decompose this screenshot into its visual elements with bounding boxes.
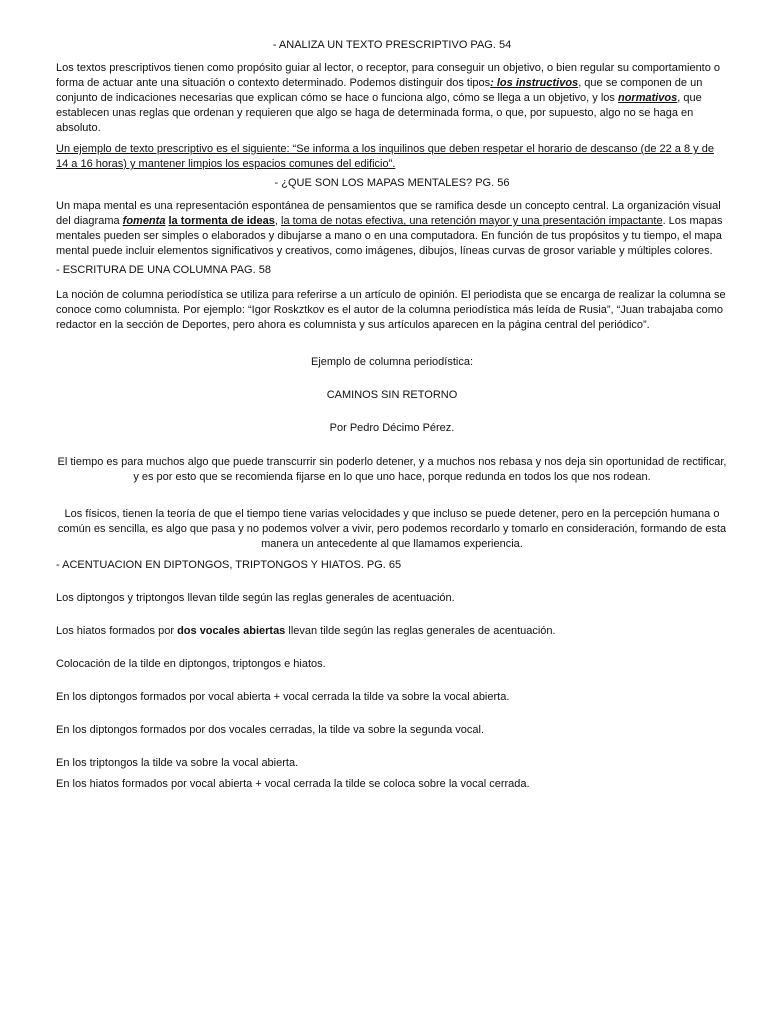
term-fomenta: fomenta bbox=[122, 215, 166, 227]
term-instructivos: : los instructivos bbox=[490, 77, 579, 89]
text-run: Un mapa mental es una representación espontánea de pensamientos que se ramifica desde un concepto central. La organización visual del diagrama bbox=[56, 200, 721, 227]
rule-line-1: Los diptongos y triptongos llevan tilde según las reglas generales de acentuación. bbox=[56, 592, 455, 604]
paragraph-ejemplo-prescriptivo: Un ejemplo de texto prescriptivo es el siguiente: “Se informa a los inquilinos que deben respetar el horario de descanso (de 22 a 8 y de 14 a 16 horas) y mantener limpios los espacios comunes del edificio”. bbox=[56, 143, 714, 170]
column-paragraph-2: Los físicos, tienen la teoría de que el tiempo tiene varias velocidades y que incluso se puede detener, pero en la percepción humana o común es sencilla, es algo que pasa y no podemos volver a vivir, pero podemos recordarlo y tomarlo en consideración, formando de esta manera un antecedente al que llamamos experiencia. bbox=[57, 508, 727, 550]
rule-line-2 bbox=[56, 624, 728, 639]
column-title: CAMINOS SIN RETORNO bbox=[326, 389, 458, 401]
column-byline: Por Pedro Décimo Pérez. bbox=[329, 422, 455, 434]
section-heading-acentuacion: - ACENTUACION EN DIPTONGOS, TRIPTONGOS Y HIATOS. PG. 65 bbox=[56, 559, 402, 571]
text-run: Los textos prescriptivos tienen como propósito guiar al lector, o receptor, para conseguir un objetivo, o bien regular su comportamiento o forma de actuar ante una situación o contexto determinado. Podemos distinguir dos tipos bbox=[56, 62, 721, 89]
column-paragraph-1: El tiempo es para muchos algo que puede transcurrir sin poderlo detener, y a muchos nos rebasa y nos deja sin oportunidad de rectificar, y es por esto que se recomienda fijarse en lo que uno hace, porque redunda en todos los que nos rodean. bbox=[57, 456, 727, 483]
text-run: . Los mapas mentales pueden ser simples o elaborados y dibujarse a mano o en una computadora. En función de tus propósitos y tu tiempo, el mapa mental puede incluir elementos significativos y creativos, como imágenes, dibujos, líneas curvas de grosor variable y múltiples colores. bbox=[56, 215, 723, 257]
rule-line-7: En los hiatos formados por vocal abierta + vocal cerrada la tilde se coloca sobre la vocal cerrada. bbox=[56, 778, 530, 790]
term-dos-vocales-abiertas: dos vocales abiertas bbox=[177, 625, 286, 637]
term-normativos: normativos bbox=[617, 92, 678, 104]
column-example-label: Ejemplo de columna periodística: bbox=[310, 356, 474, 368]
section-heading-mapas-mentales: - ¿QUE SON LOS MAPAS MENTALES? PG. 56 bbox=[274, 177, 510, 189]
paragraph-columna-periodistica: La noción de columna periodística se utiliza para referirse a un artículo de opinión. El periodista que se encarga de realizar la columna se conoce como columnista. Por ejemplo: “Igor Roskztkov es el autor de la columna periodística más leída de Rusia”, “Juan trabajaba como redactor en la sección de Deportes, pero ahora es columnista y sus artículos aparecen en la página central del periódico”. bbox=[56, 289, 726, 331]
text-run: Los hiatos formados por bbox=[56, 625, 178, 637]
term-tormenta-de-ideas: la tormenta de ideas bbox=[168, 215, 275, 227]
rule-line-3: Colocación de la tilde en diptongos, triptongos e hiatos. bbox=[56, 658, 326, 670]
rule-line-5: En los diptongos formados por dos vocales cerradas, la tilde va sobre la segunda vocal. bbox=[56, 724, 485, 736]
paragraph-textos-prescriptivos bbox=[56, 61, 728, 136]
paragraph-mapas-mentales bbox=[56, 199, 728, 259]
section-heading-texto-prescriptivo: - ANALIZA UN TEXTO PRESCRIPTIVO PAG. 54 bbox=[272, 39, 512, 51]
rule-line-6: En los triptongos la tilde va sobre la vocal abierta. bbox=[56, 757, 299, 769]
text-run: llevan tilde según las reglas generales de acentuación. bbox=[285, 625, 556, 637]
term-toma-de-notas: la toma de notas efectiva, una retención mayor y una presentación impactante bbox=[281, 215, 663, 227]
rule-line-4: En los diptongos formados por vocal abierta + vocal cerrada la tilde va sobre la vocal abierta. bbox=[56, 691, 510, 703]
text-run: , que se componen de un conjunto de indicaciones necesarias que explican cómo se hace o funciona algo, cómo se llega a un objetivo, y los bbox=[56, 77, 703, 104]
section-heading-columna: - ESCRITURA DE UNA COLUMNA PAG. 58 bbox=[56, 264, 271, 276]
text-run: , que establecen unas reglas que ordenan y requieren que algo se haga de determinada forma, o que, por supuesto, algo no se haga en absoluto. bbox=[56, 92, 702, 134]
text-run: , bbox=[274, 215, 281, 227]
